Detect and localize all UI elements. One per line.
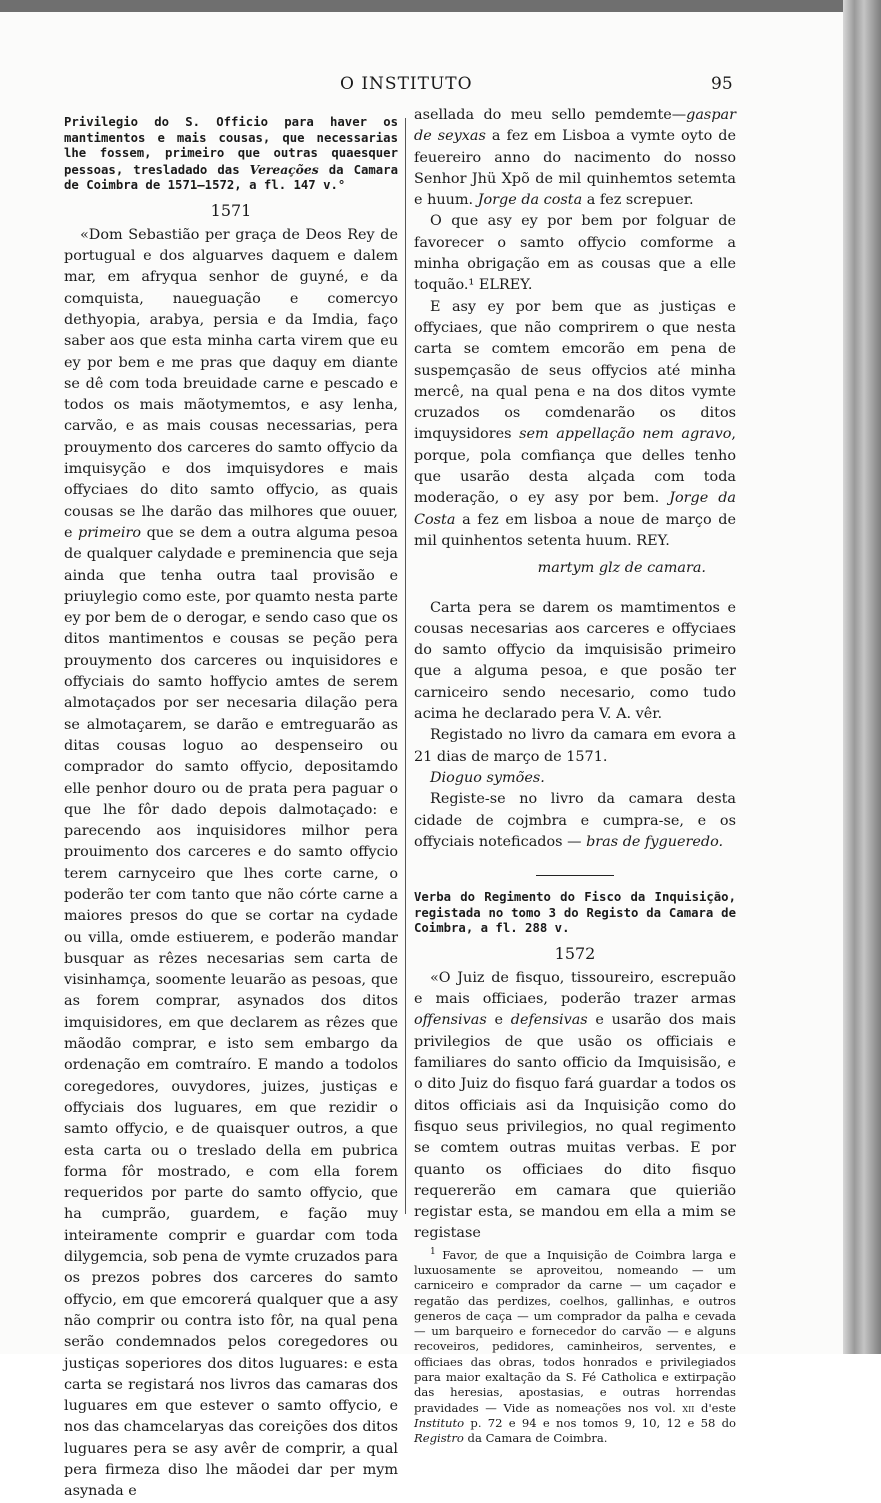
signature-martym: martym glz de camara.: [537, 560, 706, 577]
footnote: $^1$ Favor, de que a Inquisição de Coimbra larga e luxuosamente se aproveitou, nomeando — um carniceiro e comprador da carne — um caçador e regatão das perdizes, coelhos, gallinhas, e outros generos de caça — um comprador da palha e cevada — um barqueiro e fornecedor do carvão — e alguns recoveiros, pedidores, caminheiros, serventes, e officiaes das obras, todos honrados e privilegiados para maior exaltação da S. Fé Catholica e extirpação das heresias, apostasias, e outras horrendas pravidades — Vide as nomeações nos vol. xii d'este Instituto p. 72 e 94 e nos tomos 9, 10, 12 e 58 do Registro da Camara de Coimbra.: [414, 1246, 736, 1446]
page-header: [0, 74, 843, 104]
year-label-2: 1572: [554, 943, 596, 963]
scan-border: [0, 0, 881, 12]
document-heading: Privilegio do S. Officio para haver os mantimentos e mais cousas, que necessarias lhe fossem, primeiro que outras quaesquer pessoas, tresladado das Vereações da Camara de Coimbra de 1571—1572, a fl. 147 v.°: [64, 115, 398, 192]
column-divider: [405, 118, 406, 1214]
signature-dioguo: Dioguo symões.: [430, 769, 545, 786]
summary-paragraph: Carta pera se darem os mamtimentos e cousas necesarias aos carceres e offyciaes do samto offycio da imquisisão primeiro que a alguma pesoa, e que posão ter carniceiro sendo necesario, como tudo acima he declarado pera V. A. vêr.: [414, 599, 736, 723]
section-rule: [536, 875, 614, 876]
book-edge: [843, 0, 881, 1354]
section-heading: Verba do Regimento do Fisco da Inquisição, registada no tomo 3 do Registo da Camara de Coimbra, a fl. 288 v.: [414, 890, 736, 936]
charter-text: «Dom Sebastião per graça de Deos Rey de portugual e dos alguarves daquem e dalem mar, em afryqua senhor de guyné, e da comquista, naueguação e comercyo dethyopia, arabya, persia e da Imdia, faço saber aos que esta minha carta virem que eu ey por bem e me pras que daquy em diante se dê com toda breuidade carne e pescado e todos os mais mãotymemtos, e asy lenha, carvão, e as mais cousas necessarias, pera prouymento dos carceres do samto offycio da imquisyção e dos imquisydores e mais offyciaes do dito samto offycio, as quais cousas se lhe darão das milhores que ouuer, e primeiro que se dem a outra alguma pesoa de qualquer calydade e preminencia que seja ainda que tenha outra taal provisão e priuylegio como este, por quamto nesta parte ey por bem de o derogar, e sendo caso que os ditos mantimentos e cousas se peção pera prouymento dos carceres ou inquisidores e offyciais do samto hoffycio amtes de serem almotaçados por ser necesaria dilação pera se almotaçarem, se darão e emtreguarão as ditas cousas loguo ao despenseiro ou comprador do samto offycio, depositamdo elle penhor douro ou de prata pera paguar o que lhe fôr dado depois dalmotaçado: e parecendo aos inquisidores milhor pera prouimento dos carceres e do samto offycio terem carnyceiro que lhes corte carne, o poderão ter com tanto que não córte carne a maiores presos do que se cortar na cydade ou villa, omde estiuerem, e poderão mandar busquar as rêzes necesarias sem carta de visinhamça, soomente leuarão as pesoas, que as forem comprar, asynados dos ditos imquisidores, em que declarem as rêzes que mãodão comprar, e isto sem embargo da ordenação em comtraíro. E mando a todolos coregedores, ouvydores, juizes, justiças e offyciais dos luguares, em que rezidir o samto offycio, e de quaisquer outros, a que esta carta ou o treslado della em pubrica forma fôr mostrado, e com ella forem requeridos por parte do samto offycio, que ha cumprão, guardem, e fação muy inteiramente comprir e guardar com toda dilygemcia, sob pena de vymte cruzados para os prezos pobres dos carceres do samto offycio, em que emcorerá qualquer que a asy não comprir ou contra isto fôr, na qual pena serão condemnados pelos coregedores ou justiças soperiores dos ditos luguares: e esta carta se registará nos livros das camaras dos luguares em que estever o samto offycio, e nos das chamcelaryas das coreições dos ditos luguares pera se asy avêr de comprir, a qual pera firmeza diso lhe mãodei dar per mym asynada e: [64, 226, 398, 1500]
left-column: [64, 115, 398, 1503]
running-title: O INSTITUTO: [340, 74, 473, 94]
regimento-text: «O Juiz de fisquo, tissoureiro, escrepuão e mais officiaes, poderão trazer armas offensivas e defensivas e usarão dos mais privilegios de que usão os officiais e familiares do santo officio da Imquisisão, e o dito Juiz do fisquo fará guardar a todos os ditos officiais asi da Inquisição como do fisquo seus privilegios, no qual regimento se comtem outras muitas verbas. E por quanto os officiaes do dito fisquo requererão em camara que quierião registar esta, se mandou em ella a mim se registase: [414, 969, 736, 1242]
registration-coimbra: Registe-se no livro da camara desta cidade de cojmbra e cumpra-se, e os offyciais noteficados — bras de fygueredo.: [414, 791, 736, 850]
page-number: 95: [711, 74, 733, 94]
royal-approval: O que asy ey por bem por folguar de favorecer o samto offycio comforme a minha obrigação em as cousas que a elle toquão.¹ ELREY.: [414, 213, 736, 294]
penalty-paragraph: E asy ey por bem que as justiças e offyciaes, que não comprirem o que nesta carta se comtem emcorão em pena de suspemçasão de seus offycios até minha mercê, na qual pena e na dos ditos vymte cruzados os comdenarão os ditos imquysidores sem appellação nem agravo, porque, pola comfiança que delles tenho que usarão desta alçada com toda moderação, o ey asy por bem. Jorge da Costa a fez em lisboa a noue de março de mil quinhentos setenta huum. REY.: [414, 298, 737, 549]
right-column: [414, 105, 736, 1446]
charter-continuation: asellada do meu sello pemdemte—gaspar de seyxas a fez em Lisboa a vymte oyto de feuereiro anno do nacimento do nosso Senhor Jhü Xpõ de mil quinhemtos setemta e huum. Jorge da costa a fez screpuer.: [414, 107, 736, 209]
registration-evora: Registado no livro da camara em evora a 21 dias de março de 1571.: [414, 727, 736, 765]
year-label: 1571: [210, 200, 252, 220]
